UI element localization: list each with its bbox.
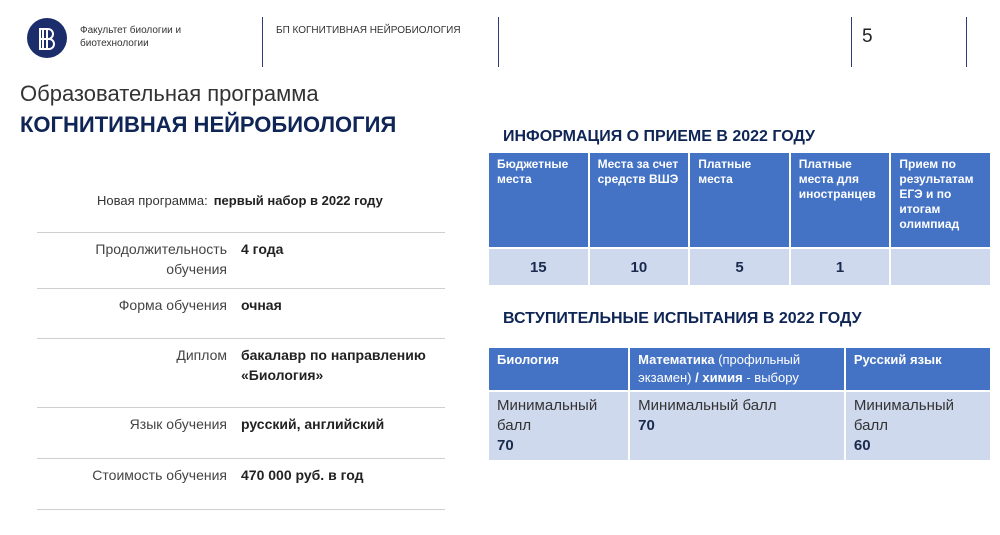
faculty-name: Факультет биологии и биотехнологии — [80, 25, 182, 49]
admission-value: 10 — [590, 249, 689, 285]
header-divider — [498, 17, 499, 67]
exam-subject: Математика — [638, 352, 715, 367]
info-row — [37, 338, 445, 407]
program-tag: БП КОГНИТИВНАЯ НЕЙРОБИОЛОГИЯ — [276, 25, 461, 36]
admission-header: Места за счет средств ВШЭ — [590, 153, 689, 247]
min-score: 70 — [497, 437, 514, 454]
new-program — [97, 193, 383, 208]
exam-subject: Русский язык — [853, 352, 942, 367]
info-row — [37, 288, 445, 338]
info-value: 4 года — [241, 241, 284, 257]
info-label: Стоимость обучения — [92, 467, 227, 483]
exam-header — [489, 348, 628, 390]
page-title-line1: Образовательная программа — [20, 81, 319, 106]
admission-header: Платные места для иностранцев — [791, 153, 890, 247]
info-row — [37, 407, 445, 458]
info-value: очная — [241, 297, 282, 313]
info-value: русский, английский — [241, 416, 385, 432]
exam-header — [846, 348, 990, 390]
program-info-list — [37, 232, 445, 510]
info-label: Форма обучения — [118, 297, 227, 313]
admission-value — [891, 249, 990, 285]
hse-logo-icon — [34, 25, 60, 51]
exam-note: (профильный экзамен) — [638, 352, 801, 385]
min-score-label: Минимальный балл — [497, 397, 598, 434]
min-score: 70 — [638, 417, 655, 434]
admission-header: Бюджетные места — [489, 153, 588, 247]
new-program-label: Новая программа: — [97, 193, 208, 208]
exam-subject: / химия — [695, 370, 743, 385]
hse-logo — [27, 18, 67, 58]
admission-value: 5 — [690, 249, 789, 285]
header-divider — [966, 17, 967, 67]
info-label: Язык обучения — [129, 416, 227, 432]
admission-header: Прием по результатам ЕГЭ и по итогам олимпиад — [891, 153, 990, 247]
info-value: 470 000 руб. в год — [241, 467, 364, 483]
exam-note: - выбору — [742, 370, 799, 385]
min-score: 60 — [853, 437, 871, 454]
page-number: 5 — [862, 26, 873, 47]
info-row — [37, 458, 445, 510]
info-row — [37, 232, 445, 288]
header-divider — [262, 17, 263, 67]
info-label: Продолжительность обучения — [95, 241, 227, 277]
admission-header: Платные места — [690, 153, 789, 247]
info-label: Диплом — [176, 347, 227, 363]
admission-value: 15 — [489, 249, 588, 285]
exam-header — [630, 348, 844, 390]
exam-subject: Биология — [497, 352, 559, 367]
exam-cell — [630, 392, 844, 460]
exam-cell — [489, 392, 628, 460]
admission-table — [487, 151, 992, 287]
page-title-line2: КОГНИТИВНАЯ НЕЙРОБИОЛОГИЯ — [20, 112, 397, 137]
header-divider — [851, 17, 852, 67]
min-score-label: Минимальный балл — [638, 397, 777, 414]
admission-value: 1 — [791, 249, 890, 285]
min-score-label: Минимальный балл — [853, 397, 955, 434]
info-value: бакалавр по направлению «Биология» — [241, 347, 426, 383]
admission-title: ИНФОРМАЦИЯ О ПРИЕМЕ В 2022 ГОДУ — [503, 128, 815, 145]
exams-title: ВСТУПИТЕЛЬНЫЕ ИСПЫТАНИЯ В 2022 ГОДУ — [503, 310, 862, 327]
exams-table — [487, 346, 992, 462]
new-program-value: первый набор в 2022 году — [213, 193, 383, 208]
exam-cell — [846, 392, 990, 460]
